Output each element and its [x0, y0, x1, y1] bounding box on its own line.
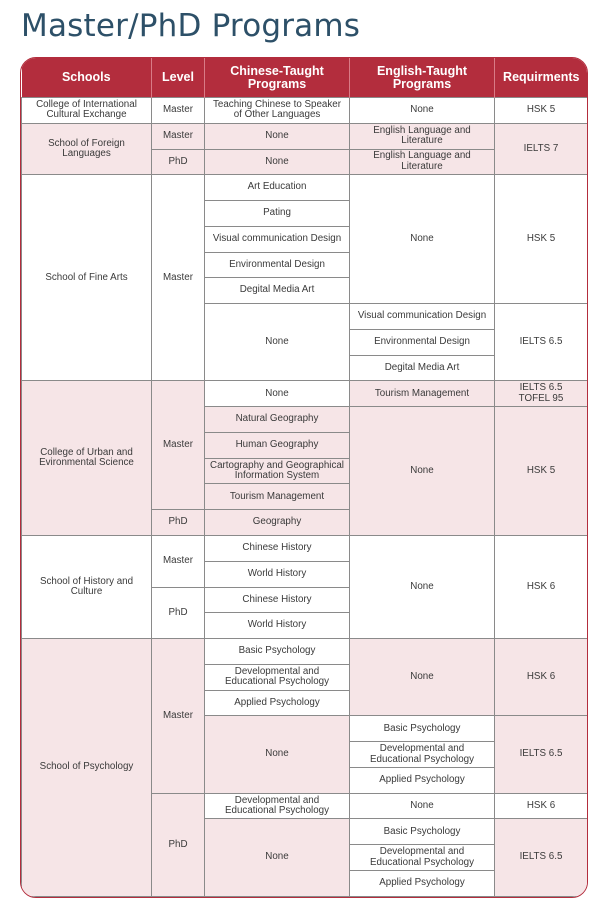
school-cell: College of International Cultural Exchange — [22, 98, 152, 124]
english-program-cell: Environmental Design — [350, 329, 495, 355]
header-schools: Schools — [22, 58, 152, 98]
chinese-program-cell: Chinese History — [205, 536, 350, 562]
level-cell: Master — [152, 175, 205, 381]
level-cell: Master — [152, 98, 205, 124]
chinese-program-cell: Cartography and Geographical Information System — [205, 458, 350, 484]
level-cell: PhD — [152, 510, 205, 536]
programs-table — [20, 57, 588, 898]
chinese-program-cell: None — [205, 819, 350, 897]
level-cell: Master — [152, 123, 205, 149]
header-english-taught: English-Taught Programs — [350, 58, 495, 98]
chinese-program-cell: Degital Media Art — [205, 278, 350, 304]
english-program-cell: Developmental and Educational Psychology — [350, 845, 495, 871]
school-cell: School of Foreign Languages — [22, 123, 152, 175]
chinese-program-cell: Art Education — [205, 175, 350, 201]
english-program-cell: Basic Psychology — [350, 819, 495, 845]
chinese-program-cell: None — [205, 381, 350, 407]
english-program-cell: Degital Media Art — [350, 355, 495, 381]
school-cell: School of Fine Arts — [22, 175, 152, 381]
english-program-cell: Tourism Management — [350, 381, 495, 407]
header-level: Level — [152, 58, 205, 98]
requirement-cell: IELTS 7 — [495, 123, 588, 175]
chinese-program-cell: Natural Geography — [205, 407, 350, 433]
requirement-cell: IELTS 6.5 — [495, 819, 588, 897]
chinese-program-cell: Human Geography — [205, 432, 350, 458]
requirement-cell: HSK 5 — [495, 98, 588, 124]
school-cell: School of Psychology — [22, 639, 152, 897]
chinese-program-cell: World History — [205, 561, 350, 587]
level-cell: PhD — [152, 149, 205, 175]
english-program-cell: Applied Psychology — [350, 870, 495, 896]
level-cell: PhD — [152, 793, 205, 896]
table-row — [22, 98, 588, 124]
english-program-cell: None — [350, 407, 495, 536]
requirement-cell: IELTS 6.5 TOFEL 95 — [495, 381, 588, 407]
requirement-cell: IELTS 6.5 — [495, 304, 588, 381]
chinese-program-cell: Basic Psychology — [205, 639, 350, 665]
english-program-cell: Visual communication Design — [350, 304, 495, 330]
english-program-cell: None — [350, 98, 495, 124]
english-program-cell: None — [350, 536, 495, 639]
chinese-program-cell: Tourism Management — [205, 484, 350, 510]
chinese-program-cell: None — [205, 716, 350, 793]
english-program-cell: None — [350, 639, 495, 716]
table-row — [22, 639, 588, 665]
chinese-program-cell: Developmental and Educational Psychology — [205, 664, 350, 690]
chinese-program-cell: Visual communication Design — [205, 226, 350, 252]
requirement-cell: HSK 6 — [495, 639, 588, 716]
chinese-program-cell: Applied Psychology — [205, 690, 350, 716]
table-row — [22, 381, 588, 407]
english-program-cell: Basic Psychology — [350, 716, 495, 742]
table-row — [22, 123, 588, 149]
chinese-program-cell: World History — [205, 613, 350, 639]
english-program-cell: Applied Psychology — [350, 767, 495, 793]
english-program-cell: English Language and Literature — [350, 149, 495, 175]
chinese-program-cell: Pating — [205, 201, 350, 227]
english-program-cell: None — [350, 175, 495, 304]
chinese-program-cell: Chinese History — [205, 587, 350, 613]
requirement-cell: HSK 6 — [495, 793, 588, 819]
requirement-cell: IELTS 6.5 — [495, 716, 588, 793]
chinese-program-cell: Geography — [205, 510, 350, 536]
header-requirements: Requirments — [495, 58, 588, 98]
school-cell: School of History and Culture — [22, 536, 152, 639]
english-program-cell: Developmental and Educational Psychology — [350, 742, 495, 768]
level-cell: Master — [152, 536, 205, 588]
level-cell: PhD — [152, 587, 205, 639]
level-cell: Master — [152, 381, 205, 510]
chinese-program-cell: None — [205, 149, 350, 175]
chinese-program-cell: None — [205, 304, 350, 381]
header-row — [22, 58, 588, 98]
chinese-program-cell: Developmental and Educational Psychology — [205, 793, 350, 819]
level-cell: Master — [152, 639, 205, 794]
requirement-cell: HSK 6 — [495, 536, 588, 639]
chinese-program-cell: Environmental Design — [205, 252, 350, 278]
english-program-cell: English Language and Literature — [350, 123, 495, 149]
table-row — [22, 175, 588, 201]
chinese-program-cell: None — [205, 123, 350, 149]
chinese-program-cell: Teaching Chinese to Speaker of Other Languages — [205, 98, 350, 124]
requirement-cell: HSK 5 — [495, 175, 588, 304]
requirement-cell: HSK 5 — [495, 407, 588, 536]
header-chinese-taught: Chinese-Taught Programs — [205, 58, 350, 98]
english-program-cell: None — [350, 793, 495, 819]
page-title: Master/PhD Programs — [21, 8, 361, 44]
table-row — [22, 536, 588, 562]
school-cell: College of Urban and Evironmental Science — [22, 381, 152, 536]
